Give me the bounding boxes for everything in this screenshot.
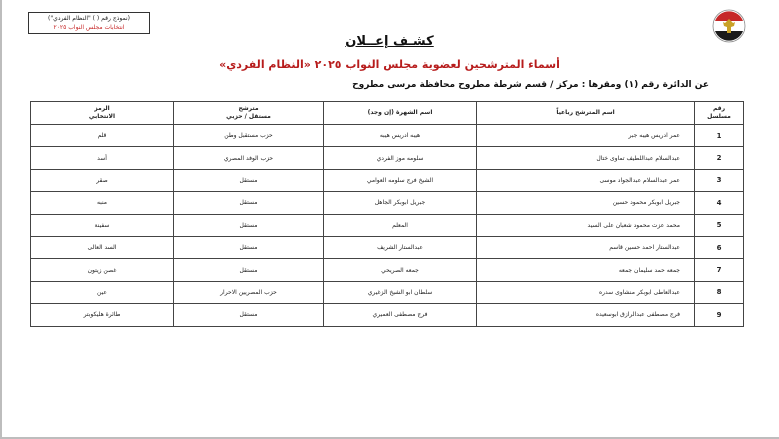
cell-fame-name: سلومه موز الفردي xyxy=(324,147,477,169)
cell-election-symbol: غصن زيتون xyxy=(31,259,174,281)
cell-candidate-name: عبدالعاطى ابوبكر منشاوى سدره xyxy=(477,281,695,303)
cell-candidate-name: جبريل ابوبكر محمود حسين xyxy=(477,192,695,214)
cell-candidate-name: فرج مصطفى عبدالرازق ابوسعيده xyxy=(477,304,695,326)
cell-election-symbol: عين xyxy=(31,281,174,303)
header-election-symbol: الرمز الانتخابي xyxy=(31,102,174,125)
cell-candidate-name: عبدالسلام عبداللطيف تماوى ختال xyxy=(477,147,695,169)
cell-serial: 2 xyxy=(695,147,744,169)
table-row xyxy=(31,281,744,303)
cell-fame-name: المعلم xyxy=(324,214,477,236)
cell-candidate-type: مستقل xyxy=(174,236,324,258)
cell-candidate-name: عمر ادريس هيبه جبر xyxy=(477,125,695,147)
header-candidate-type: مترشح مستقل / حزبي xyxy=(174,102,324,125)
header-candidate-name: اسم المترشح رباعياً xyxy=(477,102,695,125)
page-title xyxy=(0,34,779,49)
page-subtitle: أسماء المترشحين لعضوية مجلس النواب ٢٠٢٥ «النظام الفردي» xyxy=(219,58,560,71)
table-row xyxy=(31,125,744,147)
table-row xyxy=(31,236,744,258)
table-body xyxy=(31,125,744,327)
cell-serial: 1 xyxy=(695,125,744,147)
header-serial: رقم مسلسل xyxy=(695,102,744,125)
cell-fame-name: سلطان ابو الشيخ الزغيري xyxy=(324,281,477,303)
table-row xyxy=(31,259,744,281)
cell-candidate-type: مستقل xyxy=(174,214,324,236)
candidates-table xyxy=(30,101,744,327)
cell-candidate-type: مستقل xyxy=(174,192,324,214)
page-title-text: كشـف إعــلان xyxy=(345,34,434,49)
table-row xyxy=(31,304,744,326)
cell-candidate-type: حزب الوفد المصري xyxy=(174,147,324,169)
cell-election-symbol: صقر xyxy=(31,169,174,191)
cell-serial: 5 xyxy=(695,214,744,236)
cell-fame-name: جبريل ابوبكر الجاهل xyxy=(324,192,477,214)
cell-serial: 9 xyxy=(695,304,744,326)
cell-election-symbol: سفينة xyxy=(31,214,174,236)
cell-fame-name: الشيخ فرج سلومه العوامي xyxy=(324,169,477,191)
cell-candidate-type: مستقل xyxy=(174,304,324,326)
cell-candidate-name: عمر عبدالسلام عبدالجواد موسى xyxy=(477,169,695,191)
cell-candidate-type: حزب مستقبل وطن xyxy=(174,125,324,147)
district-info: عن الدائرة رقم (١) ومقرها : مركز / قسم شرطة مطروح محافظة مرسى مطروح xyxy=(352,80,709,90)
cell-fame-name: هيبه ادريس هيبه xyxy=(324,125,477,147)
election-name-text: انتخابات مجلس النواب ٢٠٢٥ xyxy=(53,24,125,31)
cell-fame-name: جمعه الصريحي xyxy=(324,259,477,281)
cell-serial: 3 xyxy=(695,169,744,191)
cell-serial: 8 xyxy=(695,281,744,303)
cell-candidate-name: عبدالستار احمد حسين قاسم xyxy=(477,236,695,258)
cell-election-symbol: طائرة هليكوبتر xyxy=(31,304,174,326)
table-row xyxy=(31,192,744,214)
cell-candidate-type: مستقل xyxy=(174,259,324,281)
table-row xyxy=(31,169,744,191)
cell-serial: 4 xyxy=(695,192,744,214)
cell-election-symbol: أسد xyxy=(31,147,174,169)
cell-candidate-name: محمد عزت محمود شعبان على السيد xyxy=(477,214,695,236)
cell-candidate-type: مستقل xyxy=(174,169,324,191)
header-fame-name: اسم الشهرة (إن وجد) xyxy=(324,102,477,125)
cell-election-symbol: السد العالى xyxy=(31,236,174,258)
form-number-box xyxy=(28,12,150,34)
table-row xyxy=(31,214,744,236)
cell-election-symbol: قلم xyxy=(31,125,174,147)
cell-fame-name: عبدالستار الشريف xyxy=(324,236,477,258)
table-header-row xyxy=(31,102,744,125)
cell-fame-name: فرج مصطفى العميري xyxy=(324,304,477,326)
cell-serial: 7 xyxy=(695,259,744,281)
cell-election-symbol: منبه xyxy=(31,192,174,214)
form-number-text: (نموذج رقم ( ) "النظام الفردي") xyxy=(48,15,130,22)
cell-candidate-type: حزب المصريين الاحرار xyxy=(174,281,324,303)
cell-candidate-name: جمعه حمد سليمان جمعه xyxy=(477,259,695,281)
table-row xyxy=(31,147,744,169)
cell-serial: 6 xyxy=(695,236,744,258)
